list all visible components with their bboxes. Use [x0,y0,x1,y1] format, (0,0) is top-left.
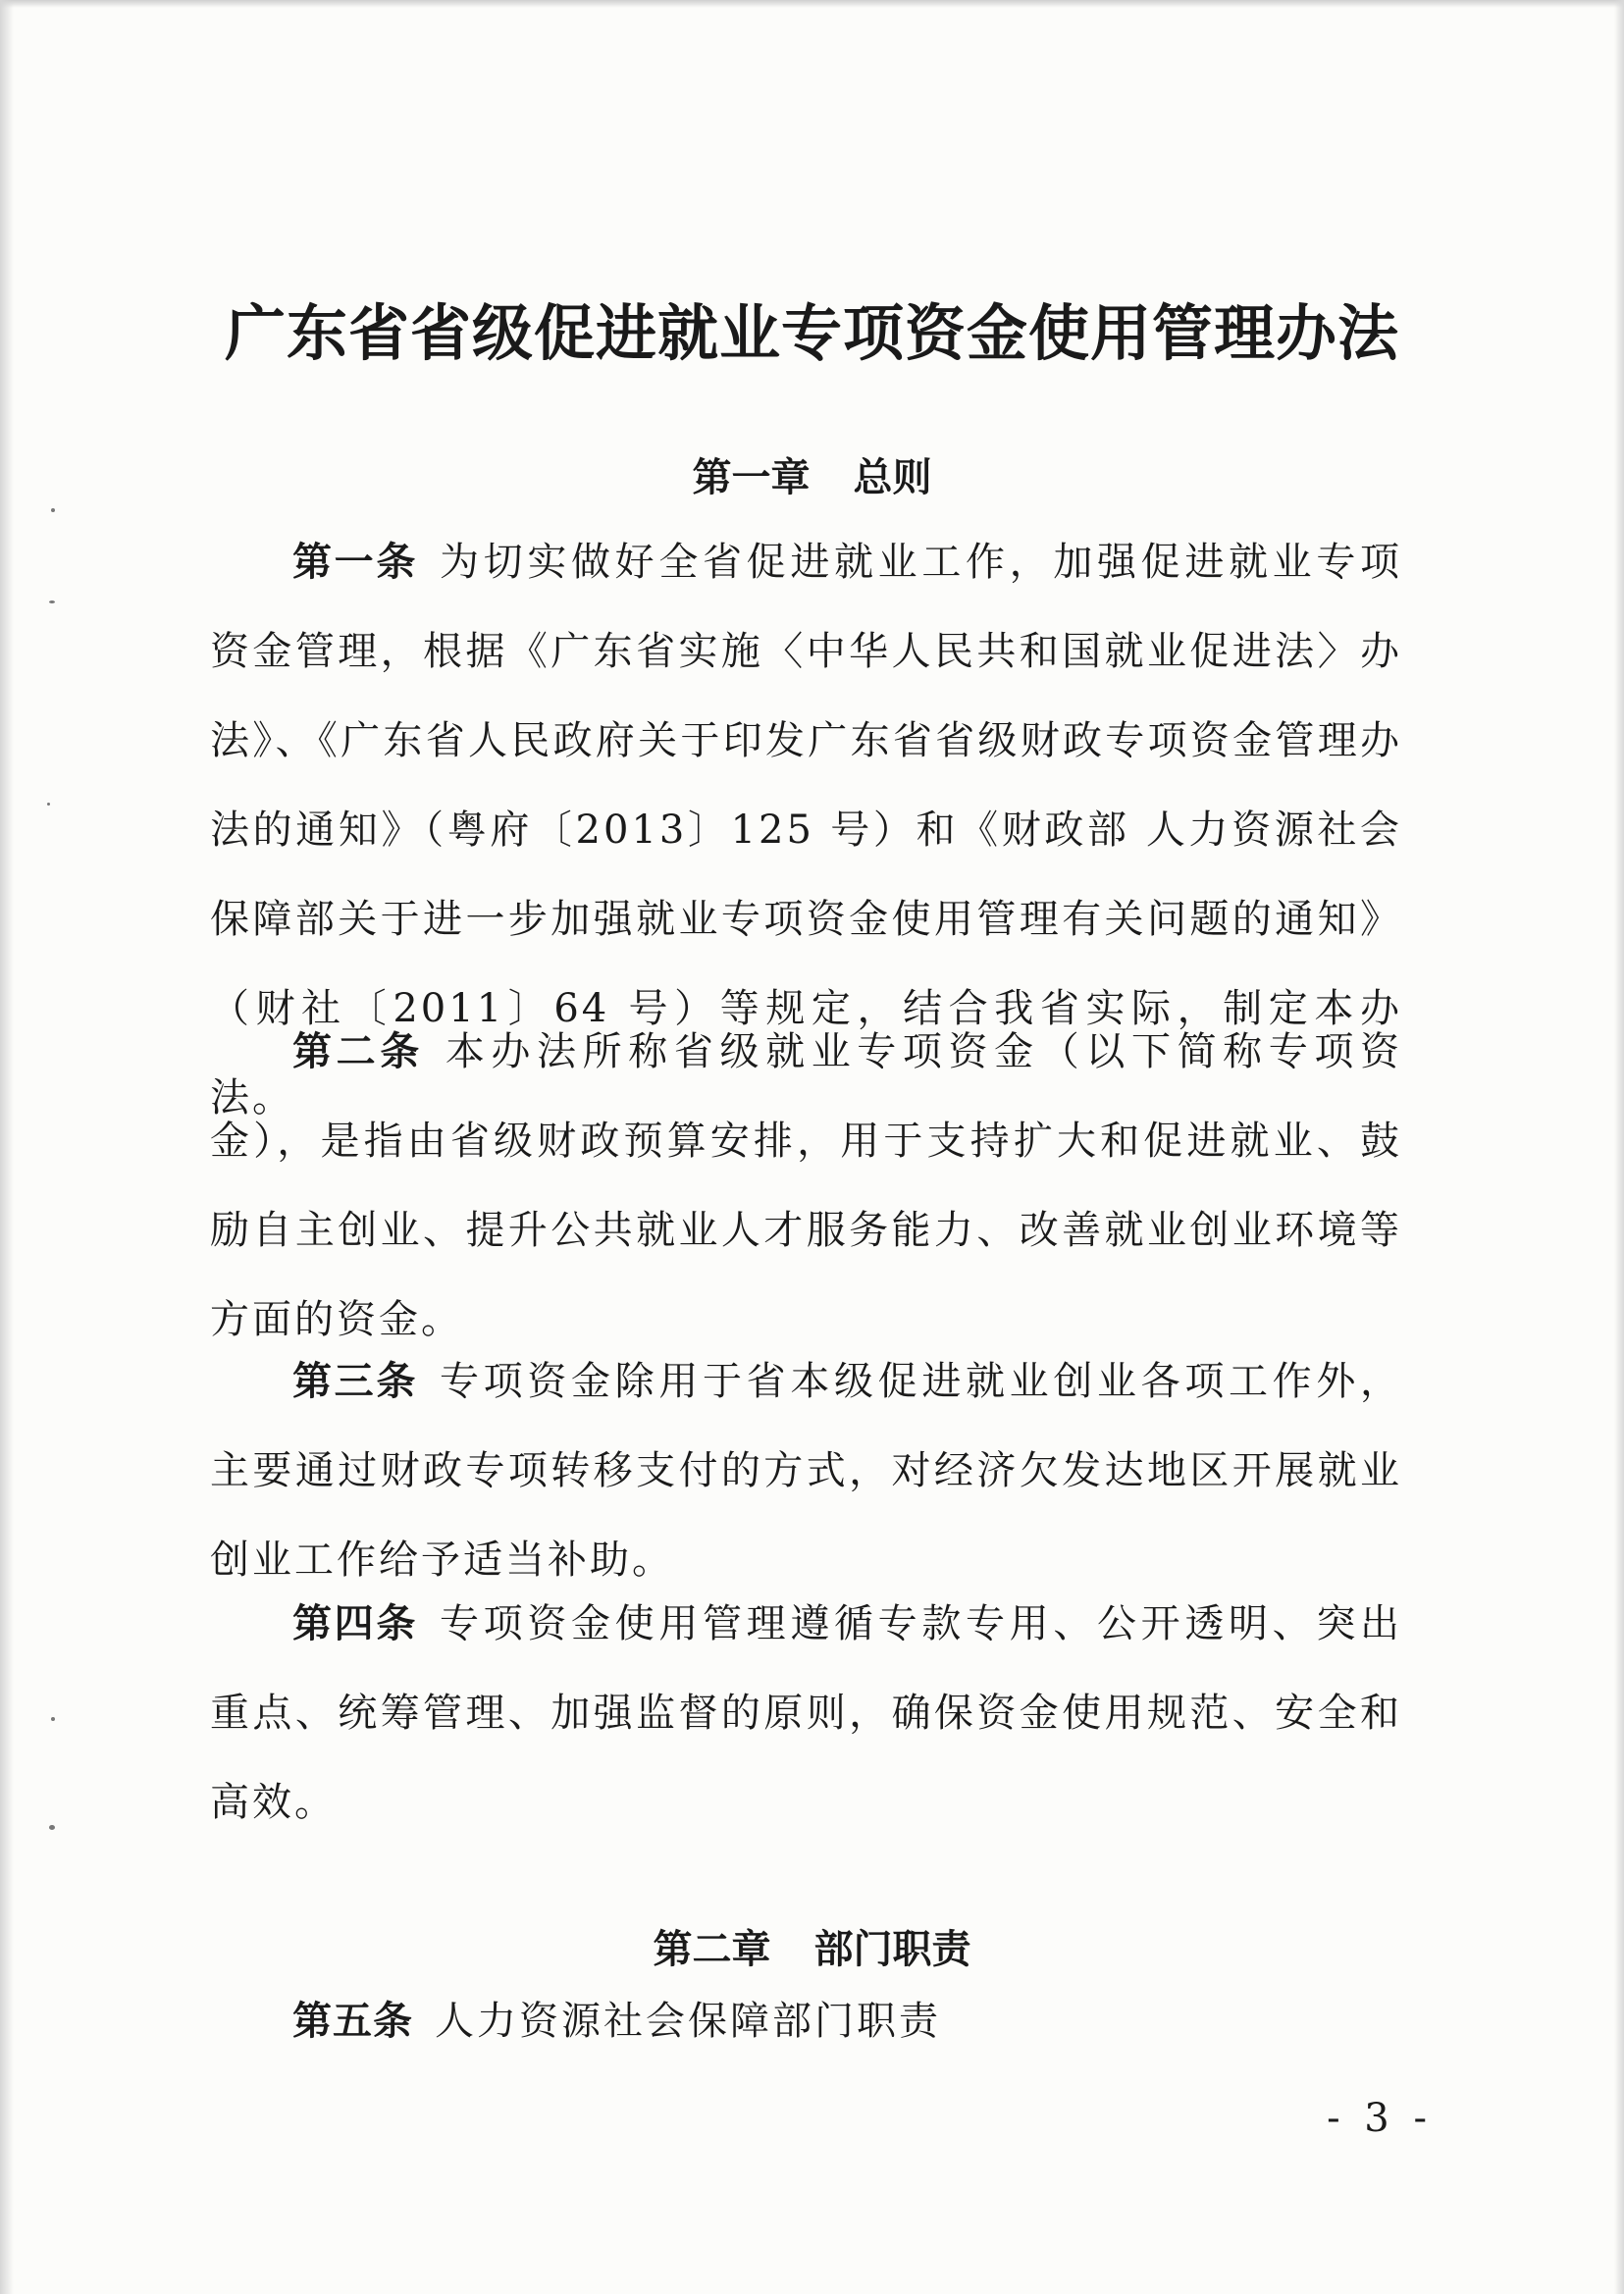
article-5-label: 第五条 [292,1999,413,2044]
article-1-text: 为切实做好全省促进就业工作，加强促进就业专项资金管理，根据《广东省实施〈中华人民共和国就业促进法〉办法》、《广东省人民政府关于印发广东省省级财政专项资金管理办法的通知》（粤府〔2013〕125 号）和《财政部 人力资源社会保障部关于进一步加强就业专项资金使用管理有关问题的通知》（财社〔2011〕64 号）等规定，结合我省实际，制定本办法。 [210,540,1402,1121]
article-4 [210,1580,1402,1848]
chapter-2-number: 第二章 [653,1927,771,1972]
article-5-text: 人力资源社会保障部门职责 [435,1999,941,2044]
chapter-2-title: 部门职责 [813,1927,971,1972]
article-2-text: 本办法所称省级就业专项资金（以下简称专项资金），是指由省级财政预算安排，用于支持扩大和促进就业、鼓励自主创业、提升公共就业人才服务能力、改善就业创业环境等方面的资金。 [210,1029,1403,1342]
article-2 [210,1008,1402,1365]
page-number: - 3 - [1327,2096,1433,2141]
chapter-2-heading [0,1918,1624,1974]
article-3-text: 专项资金除用于省本级促进就业创业各项工作外，主要通过财政专项转移支付的方式，对经济欠发达地区开展就业创业工作给予适当补助。 [210,1359,1402,1583]
scan-shadow-top [0,0,1624,8]
article-4-text: 专项资金使用管理遵循专款专用、公开透明、突出重点、统筹管理、加强监督的原则，确保资金使用规范、安全和高效。 [210,1601,1402,1825]
article-3 [210,1337,1402,1605]
scan-speck [47,803,50,806]
scan-speck [51,1717,55,1721]
scan-speck [49,600,55,603]
document-title: 广东省省级促进就业专项资金使用管理办法 [224,297,1399,369]
chapter-1-heading [0,446,1624,502]
article-4-label: 第四条 [292,1601,418,1646]
scan-speck [49,1825,55,1830]
article-5 [210,1977,941,2066]
scan-speck [51,508,55,512]
chapter-1-title: 总则 [853,455,932,500]
article-1-label: 第一条 [292,540,418,585]
chapter-1-number: 第一章 [692,455,811,500]
article-2-label: 第二条 [292,1029,424,1074]
article-3-label: 第三条 [292,1359,418,1404]
